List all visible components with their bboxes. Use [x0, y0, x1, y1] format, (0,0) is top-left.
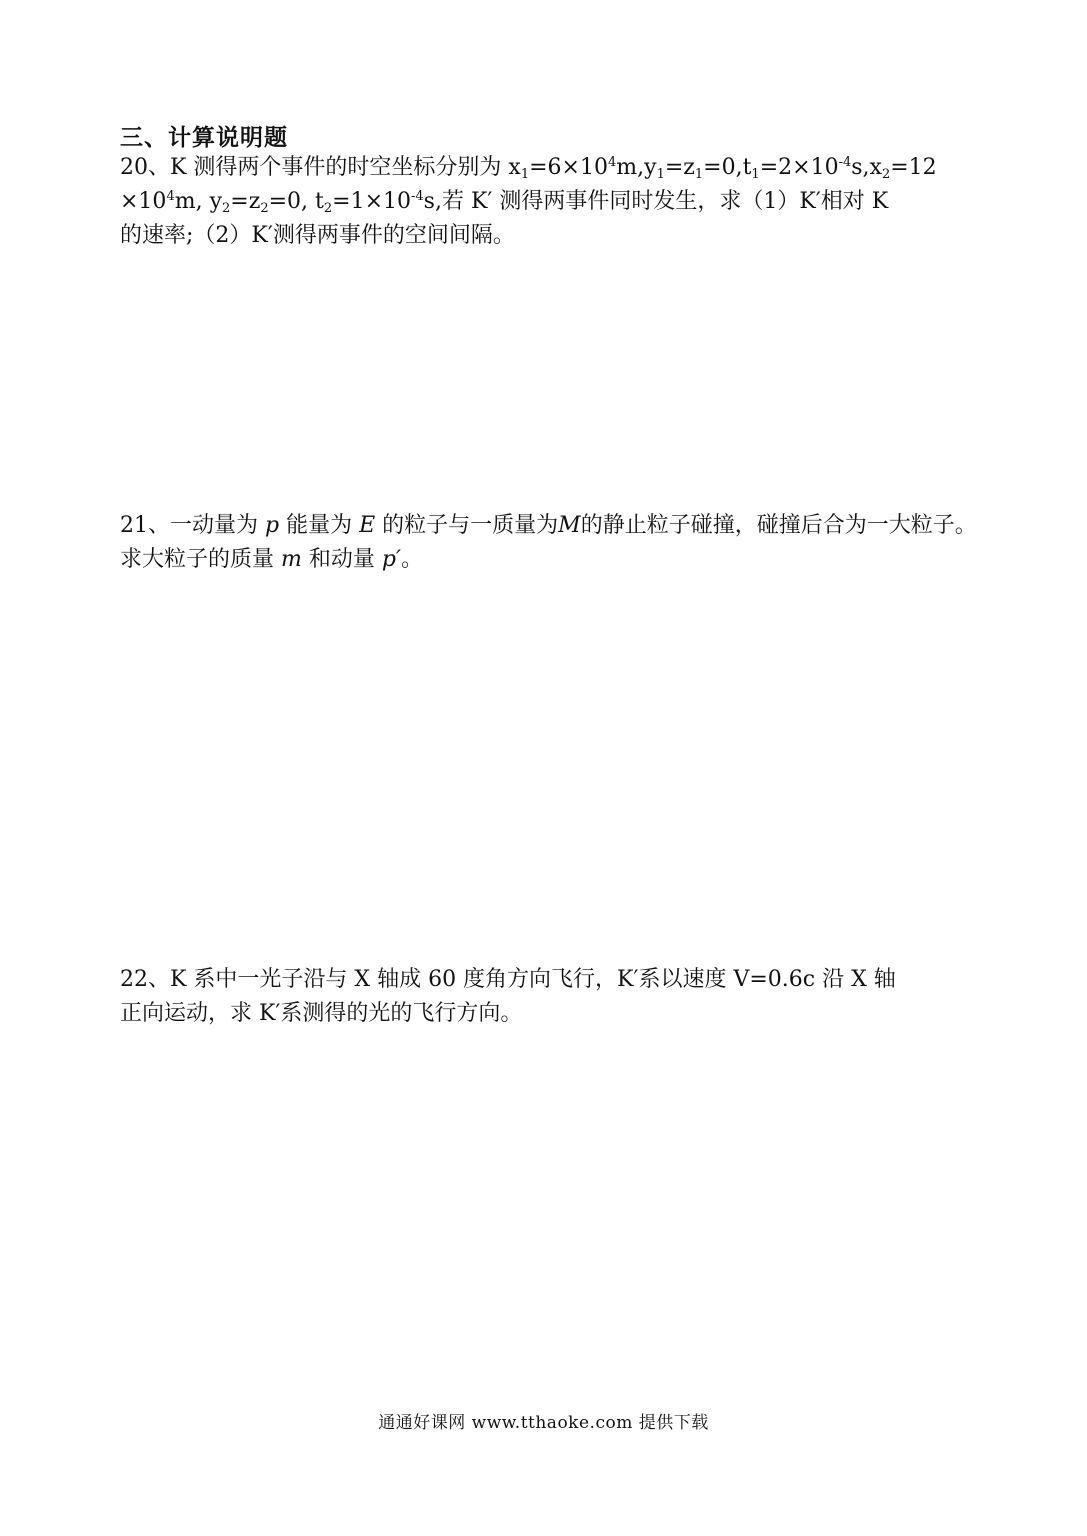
subscript: 2	[323, 201, 333, 216]
problem-21-number: 21、	[120, 513, 170, 538]
subscript: 1	[656, 167, 665, 182]
problem-20-text: =z	[664, 155, 695, 180]
page-footer: 通通好课网 www.tthaoke.com 提供下载	[378, 1413, 709, 1433]
subscript: 2	[260, 201, 269, 216]
problem-22-number: 22、	[120, 967, 170, 992]
problem-20-text: ×10	[120, 189, 167, 214]
problem-21-line-1	[120, 509, 977, 543]
problem-20	[120, 151, 970, 253]
problem-21-text: 一动量为	[170, 513, 265, 538]
superscript: 4	[607, 155, 617, 170]
problem-20-text: m,y	[616, 155, 657, 180]
variable-E: E	[359, 513, 376, 538]
problem-20-text: =1×10	[332, 189, 411, 214]
variable-p-prime: p′	[381, 547, 401, 572]
problem-20-number: 20、	[120, 155, 170, 180]
problem-21-text: 的粒子与一质量为	[375, 513, 559, 538]
problem-21-text: 。	[400, 547, 423, 572]
variable-p: p	[265, 513, 280, 538]
problem-21	[120, 509, 977, 577]
problem-20-text: m, y	[174, 189, 222, 214]
problem-22-text: K 系中一光子沿与 X 轴成 60 度角方向飞行，K′系以速度 V=0.6c 沿 X 轴	[170, 967, 896, 992]
problem-20-line-1	[120, 151, 970, 185]
variable-m: m	[281, 547, 302, 572]
problem-21-line-2	[120, 543, 970, 577]
problem-20-text: K 测得两个事件的时空坐标分别为 x	[170, 155, 521, 180]
problem-20-text: =0, t	[268, 189, 324, 214]
problem-20-text: s,x	[851, 155, 882, 180]
problem-20-line-3: 的速率;（2）K′测得两事件的空间间隔。	[120, 223, 515, 248]
subscript: 2	[881, 167, 891, 182]
problem-20-text: s,若 K′ 测得两事件同时发生，求（1）K′相对 K	[423, 189, 889, 214]
subscript: 2	[222, 201, 231, 216]
problem-20-text: =6×10	[529, 155, 608, 180]
problem-21-text: 能量为	[279, 513, 360, 538]
subscript: 1	[520, 167, 530, 182]
problem-22-line-1	[120, 963, 970, 997]
problem-21-text: 的静止粒子碰撞，碰撞后合为一大粒子。	[580, 513, 977, 538]
problem-20-text: =12	[890, 155, 937, 180]
problem-22	[120, 963, 970, 1031]
subscript: 1	[694, 167, 704, 182]
superscript: -4	[411, 189, 424, 204]
section-title: 三、计算说明题	[120, 124, 288, 151]
problem-21-text: 求大粒子的质量	[120, 547, 281, 572]
problem-20-line-2	[120, 185, 970, 219]
problem-21-text: 和动量	[301, 547, 382, 572]
problem-20-text: =z	[230, 189, 261, 214]
problem-22-line-2: 正向运动，求 K′系测得的光的飞行方向。	[120, 1001, 523, 1026]
superscript: 4	[166, 189, 175, 204]
superscript: -4	[838, 155, 852, 170]
subscript: 1	[751, 167, 760, 182]
problem-20-text: =0,t	[703, 155, 752, 180]
variable-M: M	[558, 513, 581, 538]
problem-20-text: =2×10	[759, 155, 839, 180]
